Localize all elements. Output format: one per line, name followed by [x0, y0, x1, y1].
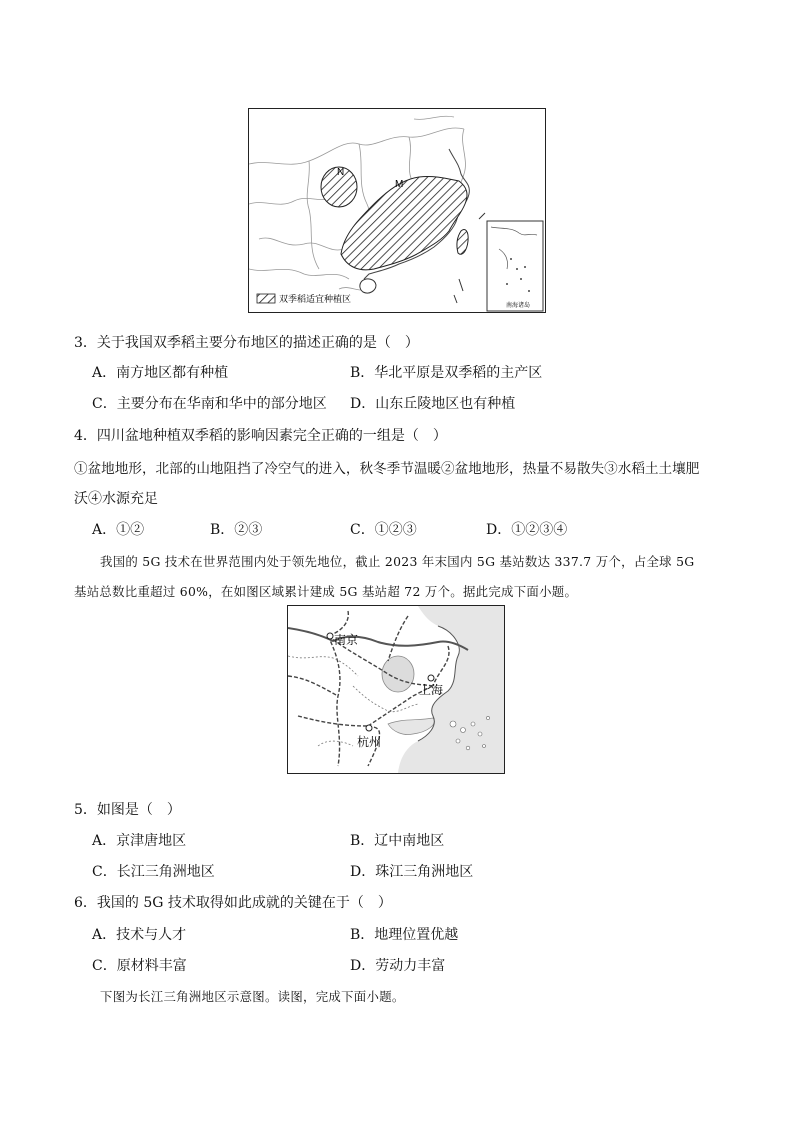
rice-region-map	[248, 108, 546, 313]
q5-stem: 5．如图是（ ）	[74, 802, 181, 818]
shanghai-marker	[428, 675, 434, 681]
q3-option-b[interactable]: B．华北平原是双季稻的主产区	[350, 365, 543, 381]
yangtze-river	[288, 628, 468, 650]
nanjing-marker	[327, 633, 333, 639]
sea-area	[398, 606, 504, 773]
q5-option-b[interactable]: B．辽中南地区	[350, 833, 445, 849]
yangtze-delta-map	[287, 605, 505, 774]
q5-option-a[interactable]: A．京津唐地区	[92, 833, 187, 849]
passage2-line1: 下图为长江三角洲地区示意图。读图，完成下面小题。	[100, 989, 405, 1004]
passage1-line1: 我国的 5G 技术在世界范围内处于领先地位，截止 2023 年末国内 5G 基站数达 337.7 万个，占全球 5G	[100, 554, 695, 569]
taiwan-island	[457, 229, 468, 254]
legend-swatch	[257, 294, 275, 303]
q4-stem: 4．四川盆地种植双季稻的影响因素完全正确的一组是（ ）	[74, 428, 447, 444]
city-label-hangzhou: 杭州	[357, 735, 382, 749]
q4-option-c[interactable]: C．①②③	[350, 522, 417, 538]
passage1-line2: 基站总数比重超过 60%，在如图区域累计建成 5G 基站超 72 万个。据此完成下面小题。	[74, 584, 578, 599]
region-m-hatch	[341, 176, 467, 269]
q5-option-d[interactable]: D．珠江三角洲地区	[350, 864, 474, 880]
q6-option-a[interactable]: A．技术与人才	[92, 927, 187, 943]
rice-region-map-svg	[249, 109, 545, 312]
q3-option-d[interactable]: D．山东丘陵地区也有种植	[350, 396, 516, 412]
q4-body-line2: 沃④水源充足	[74, 491, 158, 507]
q4-option-b[interactable]: B．②③	[210, 522, 263, 538]
q4-option-a[interactable]: A．①②	[92, 522, 145, 538]
hainan-island	[360, 279, 376, 293]
q4-option-d[interactable]: D．①②③④	[486, 522, 568, 538]
taihu-lake	[382, 656, 414, 692]
hangzhou-marker	[366, 725, 372, 731]
inset-label: 南海诸岛	[505, 302, 531, 309]
q4-body-line1: ①盆地地形，北部的山地阻挡了冷空气的进入，秋冬季节温暖②盆地地形，热量不易散失③水稻土土壤肥	[74, 461, 700, 477]
hangzhou-bay	[388, 718, 434, 735]
legend-text: 双季稻适宜种植区	[279, 295, 352, 305]
q6-option-c[interactable]: C．原材料丰富	[92, 958, 187, 974]
q6-stem: 6．我国的 5G 技术取得如此成就的关键在于（ ）	[74, 895, 392, 911]
yangtze-delta-map-svg	[288, 606, 504, 773]
city-label-nanjing: 南京	[334, 633, 359, 647]
label-m: M	[395, 179, 404, 190]
q6-option-d[interactable]: D．劳动力丰富	[350, 958, 446, 974]
q3-option-a[interactable]: A．南方地区都有种植	[92, 365, 229, 381]
city-label-shanghai: 上海	[419, 683, 444, 697]
sea-boundary-dashes	[454, 213, 491, 303]
q3-stem: 3．关于我国双季稻主要分布地区的描述正确的是（ ）	[74, 335, 419, 351]
label-n: N	[337, 167, 345, 178]
q3-option-c[interactable]: C．主要分布在华南和华中的部分地区	[92, 396, 327, 412]
q5-option-c[interactable]: C．长江三角洲地区	[92, 864, 215, 880]
q6-option-b[interactable]: B．地理位置优越	[350, 927, 459, 943]
